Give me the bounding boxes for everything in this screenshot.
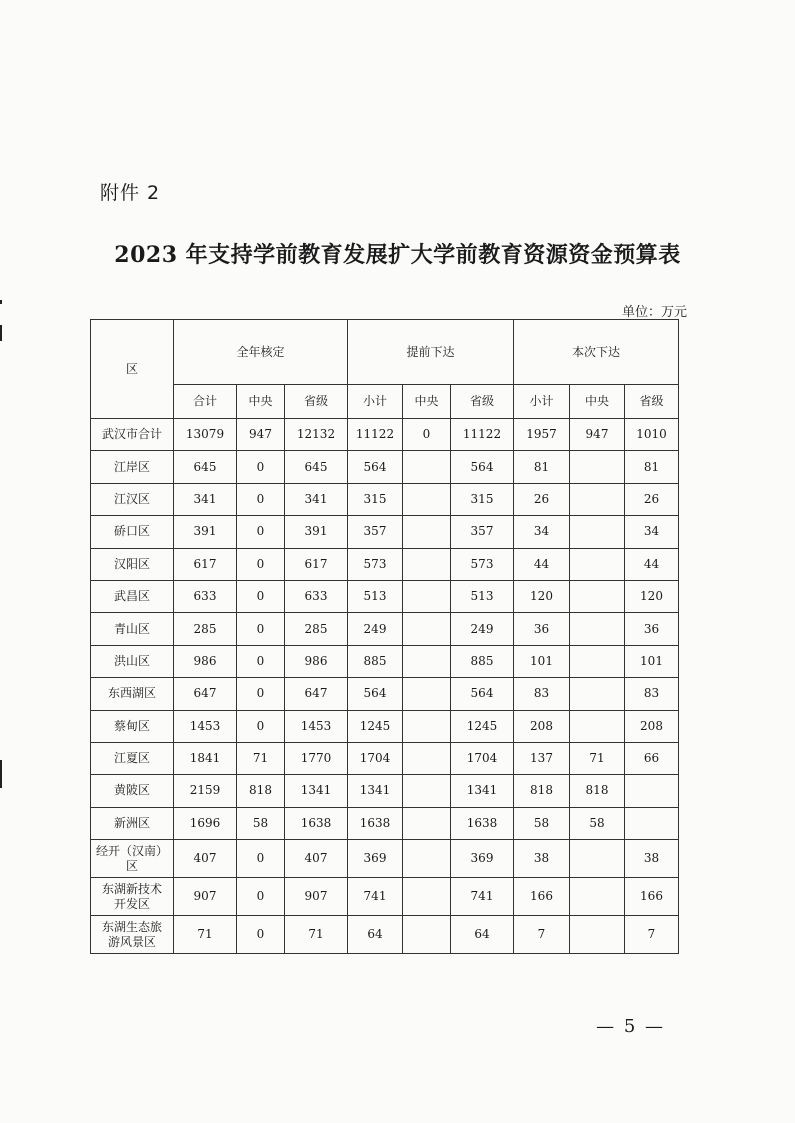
district-name: 江夏区 [91, 742, 174, 774]
table-row [91, 710, 679, 742]
district-name: 青山区 [91, 613, 174, 645]
table-cell: 564 [348, 451, 403, 483]
table-cell: 1704 [451, 742, 514, 774]
table-row [91, 916, 679, 954]
table-cell: 986 [174, 645, 237, 677]
table-cell: 44 [625, 548, 679, 580]
table-cell: 1696 [174, 807, 237, 839]
table-cell: 120 [514, 580, 570, 612]
table-row [91, 678, 679, 710]
table-cell: 7 [514, 916, 570, 954]
subheader: 合计 [174, 385, 237, 419]
table-cell [625, 775, 679, 807]
table-cell: 391 [174, 516, 237, 548]
district-name: 黄陂区 [91, 775, 174, 807]
table-cell: 0 [237, 613, 285, 645]
scan-mark [0, 325, 2, 341]
subheader: 中央 [403, 385, 451, 419]
table-cell: 36 [625, 613, 679, 645]
table-cell: 0 [237, 678, 285, 710]
subheader: 小计 [348, 385, 403, 419]
table-cell: 120 [625, 580, 679, 612]
table-row [91, 807, 679, 839]
district-name: 蔡甸区 [91, 710, 174, 742]
table-cell [403, 742, 451, 774]
table-cell: 1341 [451, 775, 514, 807]
table-cell: 2159 [174, 775, 237, 807]
table-cell: 0 [237, 840, 285, 878]
table-cell [403, 807, 451, 839]
table-cell: 1341 [348, 775, 403, 807]
table-cell [403, 775, 451, 807]
header-row-groups [91, 320, 679, 385]
district-name: 东西湖区 [91, 678, 174, 710]
table-cell [570, 580, 625, 612]
table-cell: 818 [237, 775, 285, 807]
table-row [91, 878, 679, 916]
subheader: 中央 [237, 385, 285, 419]
table-cell: 249 [451, 613, 514, 645]
table-cell: 1245 [348, 710, 403, 742]
table-cell: 208 [514, 710, 570, 742]
district-name-line: 开发区 [113, 896, 150, 911]
district-name-line: 区 [125, 858, 138, 873]
table-cell: 633 [285, 580, 348, 612]
table-cell [403, 548, 451, 580]
table-cell: 34 [514, 516, 570, 548]
table-cell [625, 807, 679, 839]
table-cell [570, 878, 625, 916]
table-cell [403, 878, 451, 916]
table-cell: 81 [514, 451, 570, 483]
district-name-line: 东湖新技术 [101, 881, 162, 896]
table-cell [403, 645, 451, 677]
table-cell: 285 [285, 613, 348, 645]
table-cell: 1453 [285, 710, 348, 742]
table-cell: 1245 [451, 710, 514, 742]
table-cell: 513 [348, 580, 403, 612]
table-row [91, 451, 679, 483]
table-cell: 369 [348, 840, 403, 878]
table-cell: 645 [285, 451, 348, 483]
district-name: 武昌区 [91, 580, 174, 612]
table-row [91, 580, 679, 612]
district-name: 新洲区 [91, 807, 174, 839]
table-cell: 58 [237, 807, 285, 839]
table-cell: 947 [570, 419, 625, 451]
table-cell: 907 [285, 878, 348, 916]
table-cell: 34 [625, 516, 679, 548]
table-cell [570, 645, 625, 677]
table-cell: 357 [348, 516, 403, 548]
table-row [91, 419, 679, 451]
table-cell: 369 [451, 840, 514, 878]
page-number: — 5 — [596, 1016, 665, 1037]
table-row [91, 613, 679, 645]
table-cell: 564 [451, 451, 514, 483]
table-cell [403, 840, 451, 878]
table-cell: 1453 [174, 710, 237, 742]
table-cell [570, 516, 625, 548]
attachment-label: 附件 2 [100, 182, 161, 204]
table-cell: 0 [237, 710, 285, 742]
table-cell: 907 [174, 878, 237, 916]
table-cell [570, 710, 625, 742]
table-cell [403, 678, 451, 710]
table-cell: 101 [514, 645, 570, 677]
table-cell: 407 [285, 840, 348, 878]
district-header: 区 [91, 320, 174, 419]
table-cell: 1638 [285, 807, 348, 839]
table-cell [403, 451, 451, 483]
table-cell: 38 [514, 840, 570, 878]
table-cell: 647 [174, 678, 237, 710]
table-cell: 617 [285, 548, 348, 580]
table-cell [403, 710, 451, 742]
table-cell: 44 [514, 548, 570, 580]
table-cell: 1341 [285, 775, 348, 807]
scan-mark [0, 300, 2, 304]
table-cell: 71 [174, 916, 237, 954]
table-cell: 341 [285, 483, 348, 515]
document-title: 2023 年支持学前教育发展扩大学前教育资源资金预算表 [114, 242, 681, 268]
table-cell: 341 [174, 483, 237, 515]
table-cell: 11122 [451, 419, 514, 451]
table-row [91, 775, 679, 807]
table-cell [570, 613, 625, 645]
table-cell: 101 [625, 645, 679, 677]
district-name: 江汉区 [91, 483, 174, 515]
subheader: 省级 [625, 385, 679, 419]
table-cell: 166 [514, 878, 570, 916]
table-cell: 26 [625, 483, 679, 515]
table-cell: 13079 [174, 419, 237, 451]
table-cell: 617 [174, 548, 237, 580]
table-cell: 166 [625, 878, 679, 916]
table-cell: 71 [237, 742, 285, 774]
table-cell: 564 [451, 678, 514, 710]
table-cell: 645 [174, 451, 237, 483]
table-cell [570, 451, 625, 483]
table-cell [570, 483, 625, 515]
district-name [91, 916, 174, 954]
table-cell: 513 [451, 580, 514, 612]
table-row [91, 840, 679, 878]
table-cell: 0 [237, 548, 285, 580]
table-cell: 1770 [285, 742, 348, 774]
table-cell: 885 [348, 645, 403, 677]
table-cell: 208 [625, 710, 679, 742]
group-header: 全年核定 [174, 320, 348, 385]
table-cell [570, 840, 625, 878]
district-name-line: 经开（汉南） [95, 843, 168, 858]
table-cell: 647 [285, 678, 348, 710]
table-cell: 137 [514, 742, 570, 774]
table-cell: 391 [285, 516, 348, 548]
table-cell: 58 [570, 807, 625, 839]
table-cell: 26 [514, 483, 570, 515]
table-cell: 315 [348, 483, 403, 515]
table-cell: 249 [348, 613, 403, 645]
table-cell [570, 916, 625, 954]
table-cell: 71 [570, 742, 625, 774]
table-cell: 885 [451, 645, 514, 677]
table-cell: 1638 [348, 807, 403, 839]
table-cell: 741 [451, 878, 514, 916]
district-name: 硚口区 [91, 516, 174, 548]
table-cell: 83 [625, 678, 679, 710]
table-cell: 12132 [285, 419, 348, 451]
group-header: 本次下达 [514, 320, 679, 385]
table-cell: 315 [451, 483, 514, 515]
table-cell: 0 [237, 580, 285, 612]
table-cell: 0 [237, 483, 285, 515]
table-cell [403, 516, 451, 548]
table-cell: 564 [348, 678, 403, 710]
subheader: 省级 [451, 385, 514, 419]
scan-mark [0, 760, 2, 788]
table-cell: 1841 [174, 742, 237, 774]
district-name [91, 878, 174, 916]
budget-table [90, 319, 679, 954]
table-cell: 818 [570, 775, 625, 807]
table-cell: 741 [348, 878, 403, 916]
table-cell [570, 548, 625, 580]
table-cell: 1957 [514, 419, 570, 451]
district-name: 汉阳区 [91, 548, 174, 580]
table-row [91, 742, 679, 774]
table-cell: 0 [237, 916, 285, 954]
table-cell [403, 580, 451, 612]
table-cell: 573 [348, 548, 403, 580]
district-name: 洪山区 [91, 645, 174, 677]
district-name-line: 东湖生态旅 [101, 919, 162, 934]
table-cell: 357 [451, 516, 514, 548]
table-cell [403, 483, 451, 515]
table-cell: 83 [514, 678, 570, 710]
table-cell: 64 [451, 916, 514, 954]
table-cell: 285 [174, 613, 237, 645]
table-cell [403, 613, 451, 645]
table-cell: 0 [237, 878, 285, 916]
table-cell: 38 [625, 840, 679, 878]
table-cell: 1704 [348, 742, 403, 774]
subheader: 小计 [514, 385, 570, 419]
table-cell: 0 [237, 451, 285, 483]
subheader: 中央 [570, 385, 625, 419]
table-cell: 407 [174, 840, 237, 878]
table-cell: 947 [237, 419, 285, 451]
table-cell [403, 916, 451, 954]
table-row [91, 516, 679, 548]
table-cell: 818 [514, 775, 570, 807]
unit-label: 单位：万元 [621, 305, 687, 320]
table-cell: 7 [625, 916, 679, 954]
table-cell: 81 [625, 451, 679, 483]
table-row [91, 645, 679, 677]
table-cell: 1010 [625, 419, 679, 451]
district-name: 江岸区 [91, 451, 174, 483]
table-cell: 66 [625, 742, 679, 774]
district-name [91, 840, 174, 878]
table-cell: 1638 [451, 807, 514, 839]
table-cell: 64 [348, 916, 403, 954]
table-cell: 573 [451, 548, 514, 580]
district-name-line: 游风景区 [107, 934, 156, 949]
table-row [91, 483, 679, 515]
group-header: 提前下达 [348, 320, 514, 385]
table-row [91, 548, 679, 580]
table-cell: 36 [514, 613, 570, 645]
table-cell: 0 [237, 645, 285, 677]
table-cell: 986 [285, 645, 348, 677]
district-name: 武汉市合计 [91, 419, 174, 451]
header-row-subheaders [91, 385, 679, 419]
table-cell: 0 [237, 516, 285, 548]
table-cell: 0 [403, 419, 451, 451]
table-cell: 58 [514, 807, 570, 839]
table-cell [570, 678, 625, 710]
table-cell: 11122 [348, 419, 403, 451]
table-cell: 71 [285, 916, 348, 954]
subheader: 省级 [285, 385, 348, 419]
table-cell: 633 [174, 580, 237, 612]
